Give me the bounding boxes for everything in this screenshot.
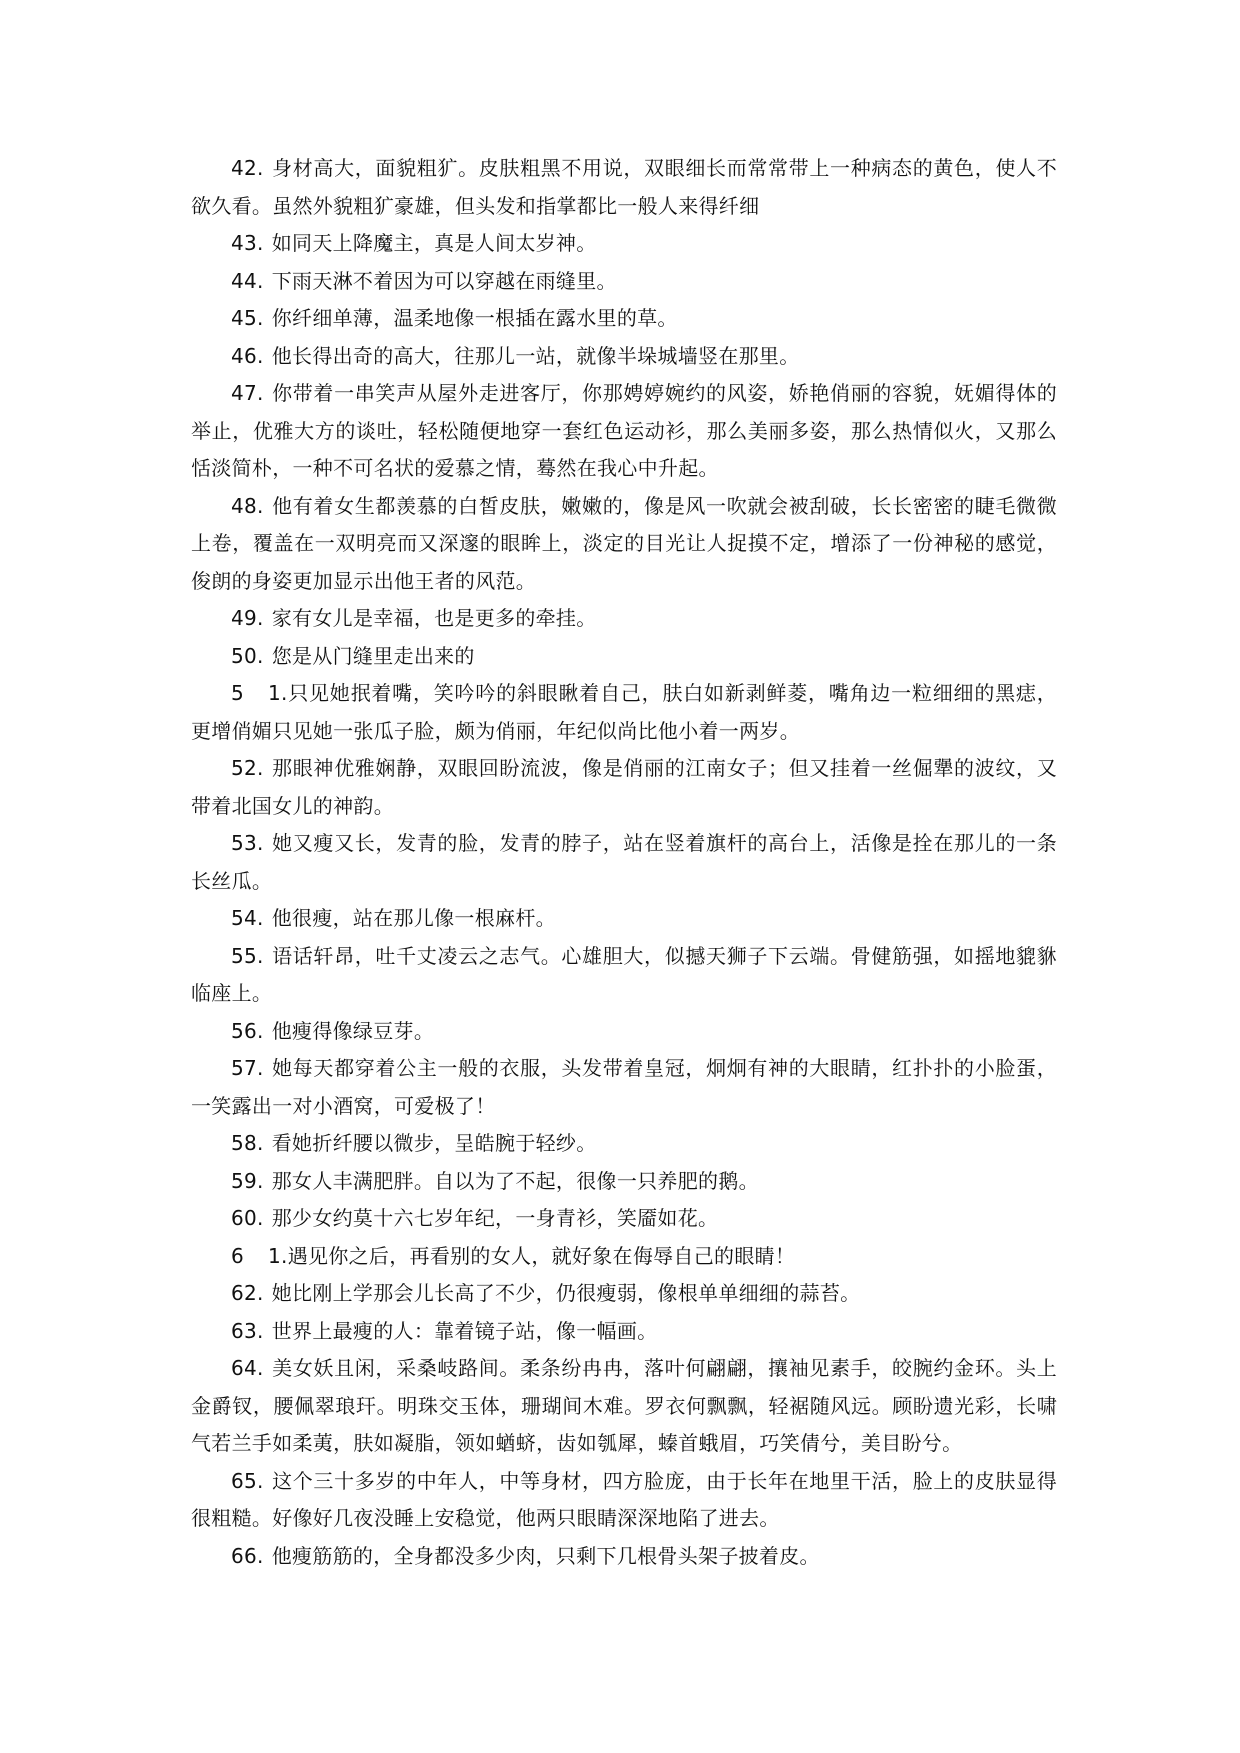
document-body [191,150,1057,1575]
item-text: 看她折纤腰以微步，呈皓腕于轻纱。 [271,1131,597,1155]
paragraph-item [191,488,1057,601]
item-text: 你带着一串笑声从屋外走进客厅，你那娉婷婉约的风姿，娇艳俏丽的容貌，妩媚得体的举止，优雅大方的谈吐，轻松随便地穿一套红色运动衫，那么美丽多姿，那么热情似火，又那么恬淡简朴，一种不可名状的爱慕之情，蓦然在我心中升起。 [191,381,1057,480]
item-number: 44. [231,268,264,293]
item-text: 他长得出奇的高大，往那儿一站，就像半垛城墙竖在那里。 [271,343,800,368]
paragraph-item [191,1463,1057,1538]
paragraph-item [191,375,1057,488]
item-number: 60. [231,1206,264,1230]
item-number: 48. [231,493,264,518]
item-number: 57. [231,1056,264,1080]
item-number: 6 [231,1243,245,1268]
item-text: 您是从门缝里走出来的 [271,643,475,668]
item-text: 他有着女生都羡慕的白皙皮肤，嫩嫩的，像是风一吹就会被刮破，长长密密的睫毛微微上卷，覆盖在一双明亮而又深邃的眼眸上，淡定的目光让人捉摸不定，增添了一份神秘的感觉，俊朗的身姿更加显示出他王者的风范。 [191,493,1057,593]
item-number: 62. [231,1281,264,1305]
item-text: 世界上最瘦的人：靠着镜子站，像一幅画。 [271,1318,658,1343]
item-number: 42. [231,156,264,180]
paragraph-item [191,1125,1057,1163]
item-text: 那眼神优雅娴静，双眼回盼流波，像是俏丽的江南女子；但又挂着一丝倔犟的波纹，又带着北国女儿的神韵。 [191,756,1057,818]
paragraph-item [191,1538,1057,1576]
paragraph-item [191,825,1057,900]
item-number: 52. [231,756,264,780]
item-number: 59. [231,1168,264,1193]
item-number: 58. [231,1131,264,1155]
item-text: 他瘦得像绿豆芽。 [271,1018,435,1043]
item-text: 她又瘦又长，发青的脸，发青的脖子，站在竖着旗杆的高台上，活像是拴在那儿的一条长丝瓜。 [191,831,1057,893]
item-text: 下雨天淋不着因为可以穿越在雨缝里。 [271,268,617,293]
item-number: 53. [231,831,264,855]
paragraph-item [191,1200,1057,1238]
item-number: 5 [231,681,245,705]
item-text: 1.只见她抿着嘴，笑吟吟的斜眼瞅着自己，肤白如新剥鲜菱，嘴角边一粒细细的黑痣，更增俏媚只见她一张瓜子脸，颇为俏丽，年纪似尚比他小着一两岁。 [191,681,1057,743]
item-number: 55. [231,943,264,968]
item-text: 他很瘦，站在那儿像一根麻杆。 [271,906,556,930]
paragraph-item [191,638,1057,676]
item-text: 她每天都穿着公主一般的衣服，头发带着皇冠，炯炯有神的大眼睛，红扑扑的小脸蛋，一笑露出一对小酒窝，可爱极了！ [191,1056,1057,1118]
item-number: 56. [231,1018,264,1043]
paragraph-item [191,938,1057,1013]
item-number: 66. [231,1543,264,1568]
paragraph-item [191,1350,1057,1463]
paragraph-item [191,1275,1057,1313]
paragraph-item [191,225,1057,263]
paragraph-item [191,900,1057,938]
item-text: 语话轩昂，吐千丈凌云之志气。心雄胆大，似撼天狮子下云端。骨健筋强，如摇地貔貅临座上。 [191,943,1057,1005]
item-text: 美女妖且闲，采桑岐路间。柔条纷冉冉，落叶何翩翩，攘袖见素手，皎腕约金环。头上金爵钗，腰佩翠琅玕。明珠交玉体，珊瑚间木难。罗衣何飘飘，轻裾随风远。顾盼遗光彩，长啸气若兰手如柔荑，肤如凝脂，领如蝤蛴，齿如瓠犀，螓首蛾眉，巧笑倩兮，美目盼兮。 [191,1356,1057,1455]
item-text: 她比刚上学那会儿长高了不少，仍很瘦弱，像根单单细细的蒜苔。 [271,1281,861,1305]
item-text: 那女人丰满肥胖。自以为了不起，很像一只养肥的鹅。 [271,1168,759,1193]
item-number: 49. [231,606,264,630]
item-text: 身材高大，面貌粗犷。皮肤粗黑不用说，双眼细长而常常带上一种病态的黄色，使人不欲久看。虽然外貌粗犷豪雄，但头发和指掌都比一般人来得纤细 [191,156,1057,218]
item-number: 46. [231,343,264,368]
item-number: 54. [231,906,264,930]
paragraph-item [191,300,1057,338]
paragraph-item [191,1238,1057,1276]
item-text: 他瘦筋筋的，全身都没多少肉，只剩下几根骨头架子披着皮。 [271,1543,820,1568]
item-number: 64. [231,1356,264,1380]
item-number: 50. [231,643,264,668]
paragraph-item [191,263,1057,301]
paragraph-item [191,750,1057,825]
paragraph-item [191,150,1057,225]
item-number: 65. [231,1468,264,1493]
item-text: 这个三十多岁的中年人，中等身材，四方脸庞，由于长年在地里干活，脸上的皮肤显得很粗糙。好像好几夜没睡上安稳觉，他两只眼睛深深地陷了进去。 [191,1468,1057,1530]
item-number: 45. [231,306,264,330]
paragraph-item [191,1163,1057,1201]
item-number: 63. [231,1318,264,1343]
item-text: 如同天上降魔主，真是人间太岁神。 [271,231,597,255]
item-text: 家有女儿是幸福，也是更多的牵挂。 [271,606,597,630]
item-number: 47. [231,381,264,405]
paragraph-item [191,1013,1057,1051]
paragraph-item [191,338,1057,376]
paragraph-item [191,600,1057,638]
item-text: 1.遇见你之后，再看别的女人，就好象在侮辱自己的眼睛！ [268,1243,796,1268]
item-text: 你纤细单薄，温柔地像一根插在露水里的草。 [271,306,678,330]
paragraph-item [191,675,1057,750]
paragraph-item [191,1050,1057,1125]
item-number: 43. [231,231,264,255]
paragraph-item [191,1313,1057,1351]
item-text: 那少女约莫十六七岁年纪，一身青衫，笑靥如花。 [271,1206,719,1230]
